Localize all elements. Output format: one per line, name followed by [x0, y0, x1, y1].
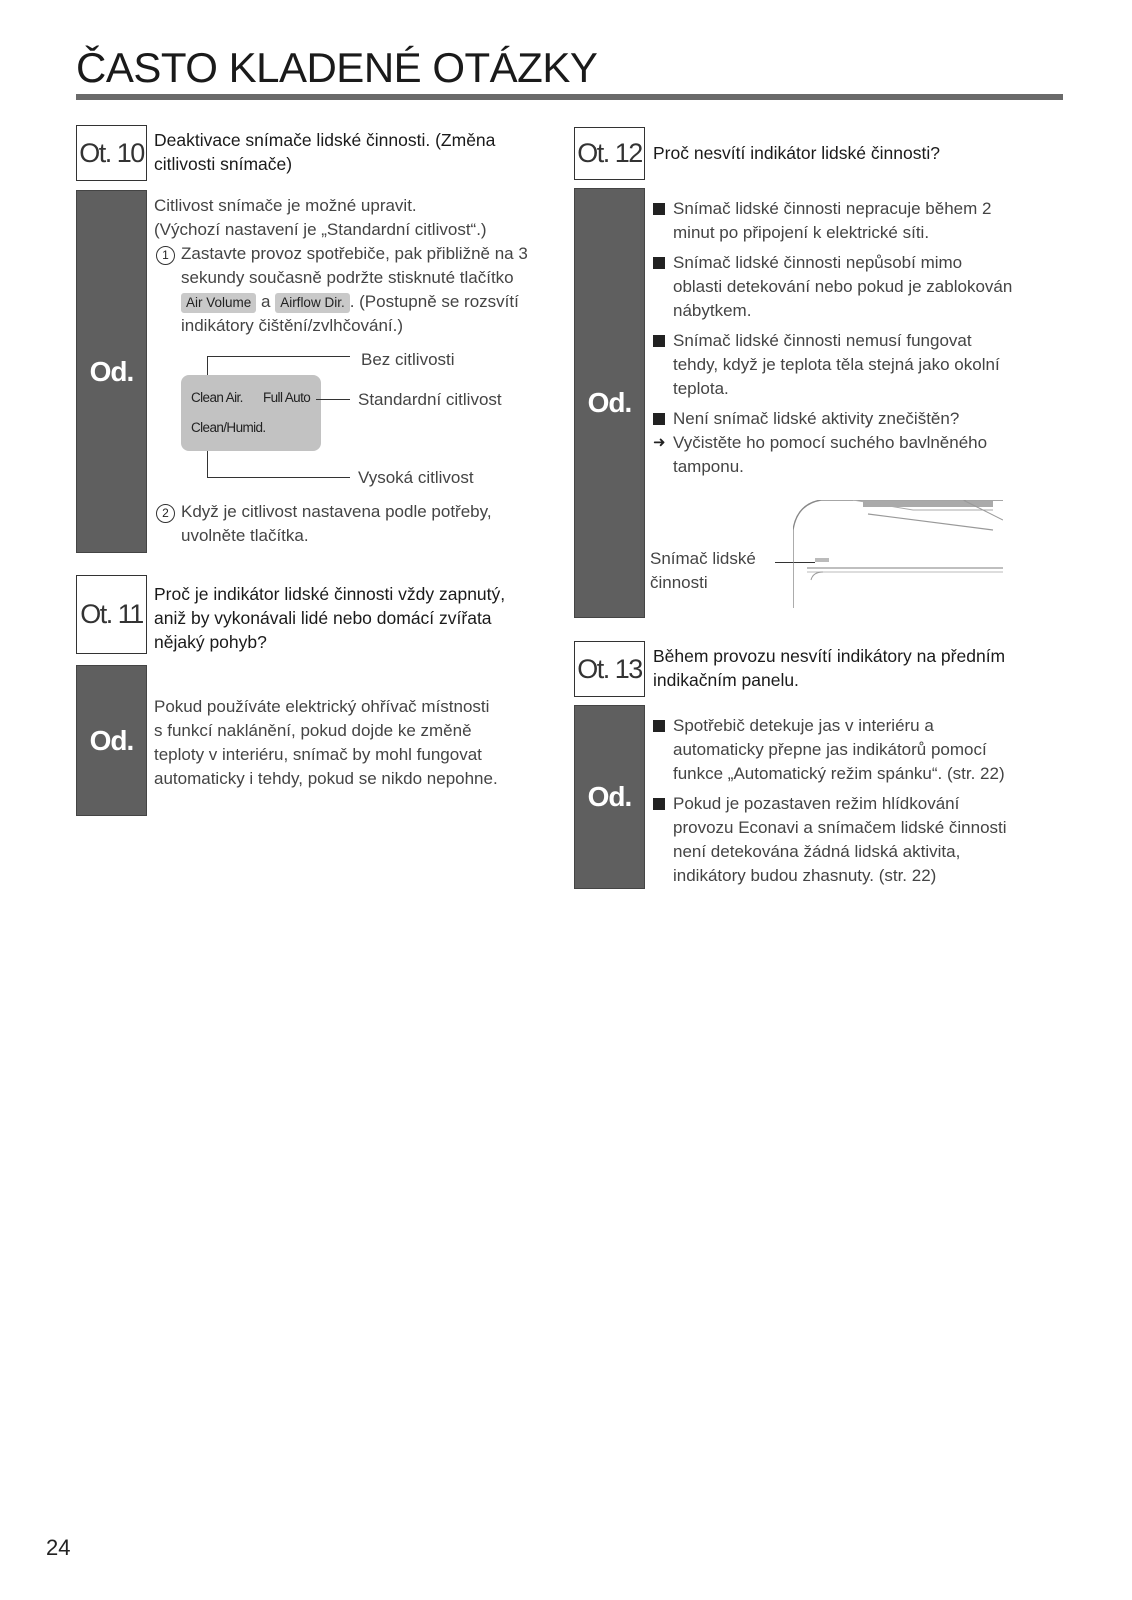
step-1-text [181, 242, 561, 338]
step-1-line-2: sekundy současně podržte stisknuté tlačítko [181, 268, 514, 287]
line-bez-drop [207, 356, 208, 376]
question-label-11: Ot. 11 [76, 575, 147, 654]
appliance-sensor-illustration [793, 500, 1003, 608]
square-bullet-icon [653, 257, 665, 269]
answer-12-item-4: Není snímač lidské aktivity znečištěn? [653, 407, 1053, 431]
question-11-text [154, 582, 544, 654]
page-title: ČASTO KLADENÉ OTÁZKY [76, 44, 598, 91]
step-2-number: 2 [156, 504, 175, 523]
answer-13-list [653, 714, 1053, 894]
answer-10-intro [154, 194, 554, 242]
step-1-line-3-rest: . (Postupně se rozsvítí [349, 292, 519, 311]
answer-11-text [154, 695, 554, 791]
step-1-line-3 [181, 290, 561, 314]
question-11-line-3: nějaký pohyb? [154, 632, 267, 652]
square-bullet-icon [653, 798, 665, 810]
question-10-line-1: Deaktivace snímače lidské činnosti. (Změna [154, 130, 496, 150]
question-10-line-2: citlivosti snímače) [154, 154, 293, 174]
airflow-dir-button-label: Airflow Dir. [275, 293, 350, 313]
line-standard [316, 399, 350, 400]
answer-12-item-3: Snímač lidské činnosti nemusí fungovat tehdy, když je teplota těla stejná jako okolní teplota. [653, 329, 1053, 401]
answer-13-item-1: Spotřebič detekuje jas v interiéru a automaticky přepne jas indikátorů pomocí funkce „Automatický režim spánku“. (str. 22) [653, 714, 1053, 786]
step-1-number: 1 [156, 246, 175, 265]
question-label-10: Ot. 10 [76, 125, 147, 181]
square-bullet-icon [653, 335, 665, 347]
square-bullet-icon [653, 203, 665, 215]
square-bullet-icon [653, 720, 665, 732]
air-volume-button-label: Air Volume [181, 293, 256, 313]
label-standardni-citlivost: Standardní citlivost [358, 390, 502, 409]
line-high [207, 477, 350, 478]
sensor-label: Snímač lidské činnosti [650, 549, 756, 592]
line-bez [207, 356, 350, 357]
answer-12-item-1: Snímač lidské činnosti nepracuje během 2 minut po připojení k elektrické síti. [653, 197, 1053, 245]
answer-label-10: Od. [76, 190, 147, 553]
label-bez-citlivosti: Bez citlivosti [361, 350, 455, 369]
title-rule [76, 94, 1063, 100]
answer-13-item-2: Pokud je pozastaven režim hlídkování provozu Econavi a snímačem lidské činnosti není detekována žádná lidská aktivita, indikátory budou zhasnuty. (str. 22) [653, 792, 1053, 888]
answer-11-line-2: s funkcí naklánění, pokud dojde ke změně [154, 721, 472, 740]
answer-11-line-4: automaticky i tehdy, pokud se nikdo nepohne. [154, 769, 498, 788]
step-2-text [181, 500, 561, 548]
question-10-text [154, 128, 524, 176]
step-2-line-2: uvolněte tlačítka. [181, 526, 309, 545]
panel-clean-air: Clean Air. [191, 390, 243, 405]
step-1-line-1: Zastavte provoz spotřebiče, pak přibližně na 3 [181, 244, 528, 263]
question-13-line-1: Během provozu nesvítí indikátory na předním [653, 646, 1006, 666]
panel-full-auto: Full Auto [263, 390, 311, 405]
conjunction: a [256, 292, 276, 311]
answer-label-11: Od. [76, 665, 147, 816]
step-2-line-1: Když je citlivost nastavena podle potřeby, [181, 502, 492, 521]
answer-11-line-1: Pokud používáte elektrický ohřívač místnosti [154, 697, 490, 716]
answer-12-list [653, 197, 1053, 485]
line-high-drop [207, 451, 208, 478]
indicator-panel [181, 375, 321, 451]
page-number: 24 [46, 1535, 71, 1560]
square-bullet-icon [653, 413, 665, 425]
answer-10-intro-line-1: Citlivost snímače je možné upravit. [154, 196, 417, 215]
label-vysoka-citlivost: Vysoká citlivost [358, 468, 474, 487]
question-label-12: Ot. 12 [574, 127, 645, 180]
answer-12-item-2: Snímač lidské činnosti nepůsobí mimo oblasti detekování nebo pokud je zablokován nábytkem. [653, 251, 1053, 323]
question-13-line-2: indikačním panelu. [653, 670, 799, 690]
question-11-line-1: Proč je indikátor lidské činnosti vždy zapnutý, [154, 584, 506, 604]
answer-12-arrow-item: ➜ Vyčistěte ho pomocí suchého bavlněného tamponu. [653, 433, 988, 476]
question-11-line-2: aniž by vykonávali lidé nebo domácí zvířata [154, 608, 492, 628]
answer-11-line-3: teploty v interiéru, snímač by mohl fungovat [154, 745, 482, 764]
step-1-line-4: indikátory čištění/zvlhčování.) [181, 316, 404, 335]
answer-label-12: Od. [574, 188, 645, 618]
answer-label-13: Od. [574, 705, 645, 889]
question-12-text: Proč nesvítí indikátor lidské činnosti? [653, 143, 940, 163]
arrow-right-icon: ➜ [653, 434, 666, 451]
question-label-13: Ot. 13 [574, 641, 645, 697]
question-13-text [653, 644, 1053, 692]
answer-10-intro-line-2: (Výchozí nastavení je „Standardní citlivost“.) [154, 220, 487, 239]
panel-clean-humid: Clean/Humid. [191, 420, 266, 435]
